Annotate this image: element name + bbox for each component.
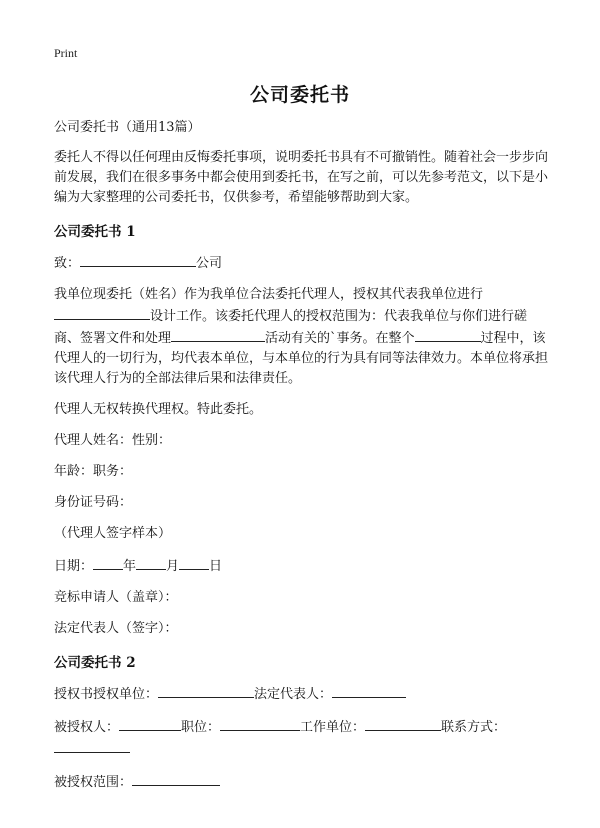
delegation-text-c: 活动有关的`事务。在整个 [265, 331, 415, 346]
section-2-heading: 公司委托书 2 [54, 655, 136, 671]
addressee-line [54, 252, 552, 274]
no-transfer-line: 代理人无权转换代理权。特此委托。 [54, 402, 263, 417]
process-blank [415, 327, 481, 342]
bidder-line: 竞标申请人（盖章）： [54, 590, 178, 605]
delegation-paragraph [54, 285, 552, 389]
day-label: 日 [209, 559, 223, 574]
project-blank [54, 305, 150, 320]
contact-blank [54, 738, 130, 753]
delegation-text-a: 我单位现委托（姓名）作为我单位合法委托代理人，授权其代表我单位进行 [54, 287, 484, 302]
position-blank [220, 716, 300, 731]
scope-blank [132, 771, 220, 786]
work-unit-label: 工作单位： [300, 720, 366, 735]
section-1-heading: 公司委托书 1 [54, 224, 136, 240]
date-line [54, 555, 552, 577]
document-subtitle: 公司委托书（通用13篇） [54, 120, 201, 135]
auth-legal-rep-label: 法定代表人： [254, 687, 333, 702]
auth-unit-blank [158, 683, 254, 698]
scope-label: 被授权范围： [54, 775, 133, 790]
year-label: 年 [123, 559, 137, 574]
age-job-line: 年龄：职务： [54, 464, 133, 479]
activity-blank [171, 327, 265, 342]
addressee-blank [80, 252, 196, 267]
auth-unit-label: 授权书授权单位： [54, 687, 159, 702]
grantee-label: 被授权人： [54, 720, 120, 735]
intro-paragraph: 委托人不得以任何理由反悔委托事项，说明委托书具有不可撤销性。随着社会一步步向前发展，我们在很多事务中都会使用到委托书，在写之前，可以先参考范文，以下是小编为大家整理的公司委托书，仅供参考，希望能够帮助到大家。 [54, 150, 549, 205]
work-unit-blank [365, 716, 441, 731]
scope-line [54, 771, 552, 793]
position-label: 职位： [181, 720, 221, 735]
grantee-blank [119, 716, 181, 731]
day-blank [179, 555, 209, 570]
auth-legal-rep-blank [332, 683, 406, 698]
id-number-line: 身份证号码： [54, 495, 133, 510]
month-blank [136, 555, 166, 570]
document-body [54, 118, 552, 793]
addressee-suffix: 公司 [196, 256, 223, 271]
month-label: 月 [166, 559, 180, 574]
agent-name-line: 代理人姓名：性别： [54, 433, 172, 448]
year-blank [93, 555, 123, 570]
auth-unit-line [54, 683, 552, 705]
page-title: 公司委托书 [249, 84, 350, 106]
print-link[interactable]: Print [54, 46, 78, 60]
addressee-prefix: 致： [54, 256, 81, 271]
grantee-line [54, 716, 552, 760]
signature-sample-line: （代理人签字样本） [54, 526, 172, 541]
contact-label: 联系方式： [441, 720, 507, 735]
legal-rep-line: 法定代表人（签字）： [54, 621, 178, 636]
delegation-text-b: 设计工作。该委托代理人的授权范围为：代表我单位与你们进行磋商、签署文件和处理 [54, 309, 528, 346]
delegation-text-d: 过程中，该代理人的一切行为，均代表本单位，与本单位的行为具有同等法律效力。本单位将承担该代理人行为的全部法律后果和法律责任。 [54, 331, 549, 386]
date-prefix: 日期： [54, 559, 94, 574]
